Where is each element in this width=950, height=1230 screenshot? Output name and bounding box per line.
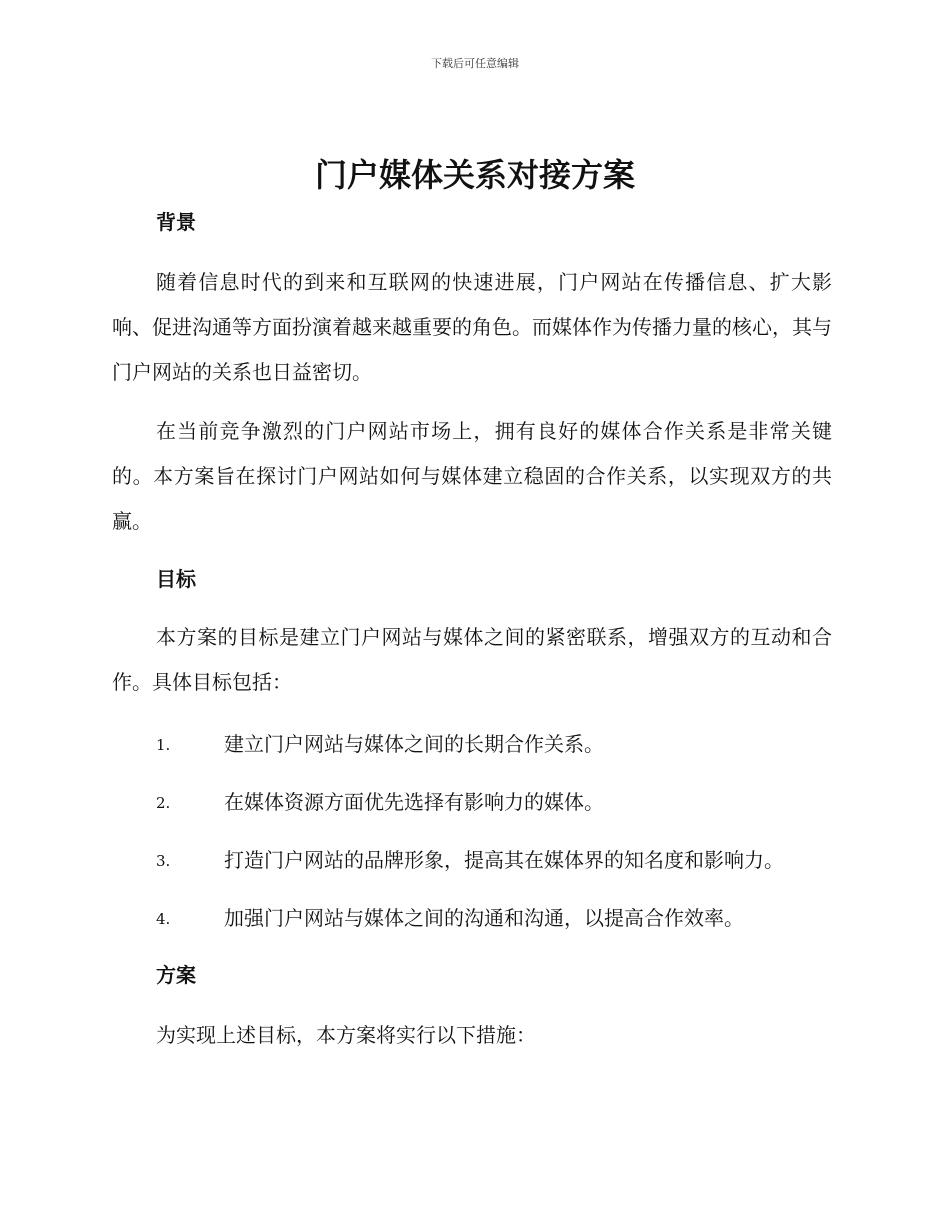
goal-list-item (112, 903, 832, 933)
goal-list-item (112, 787, 832, 817)
list-item-text: 在媒体资源方面优先选择有影响力的媒体。 (224, 790, 604, 814)
section-heading-goals: 目标 (156, 567, 196, 591)
plan-intro-paragraph: 为实现上述目标，本方案将实行以下措施： (156, 1023, 536, 1047)
document-title: 门户媒体关系对接方案 (314, 156, 635, 194)
section-heading-background: 背景 (156, 210, 196, 234)
goals-intro-paragraph: 本方案的目标是建立门户网站与媒体之间的紧密联系，增强双方的互动和合作。具体目标包括： (112, 625, 832, 694)
goal-list-item (112, 729, 832, 759)
list-item-text: 加强门户网站与媒体之间的沟通和沟通，以提高合作效率。 (224, 906, 744, 930)
list-number: 4. (156, 910, 171, 928)
list-item-text: 建立门户网站与媒体之间的长期合作关系。 (224, 732, 604, 756)
background-paragraph-2: 在当前竞争激烈的门户网站市场上，拥有良好的媒体合作关系是非常关键的。本方案旨在探讨门户网站如何与媒体建立稳固的合作关系，以实现双方的共赢。 (112, 419, 832, 533)
background-paragraph-1: 随着信息时代的到来和互联网的快速进展，门户网站在传播信息、扩大影响、促进沟通等方面扮演着越来越重要的角色。而媒体作为传播力量的核心，其与门户网站的关系也日益密切。 (112, 270, 832, 384)
goal-list-item (112, 845, 832, 875)
list-number: 2. (156, 794, 171, 812)
list-item-text: 打造门户网站的品牌形象，提高其在媒体界的知名度和影响力。 (224, 848, 784, 872)
list-number: 1. (156, 736, 171, 754)
section-heading-plan: 方案 (156, 963, 196, 987)
document-body (112, 204, 832, 1058)
list-number: 3. (156, 852, 171, 870)
header-note: 下载后可任意编辑 (431, 57, 519, 70)
